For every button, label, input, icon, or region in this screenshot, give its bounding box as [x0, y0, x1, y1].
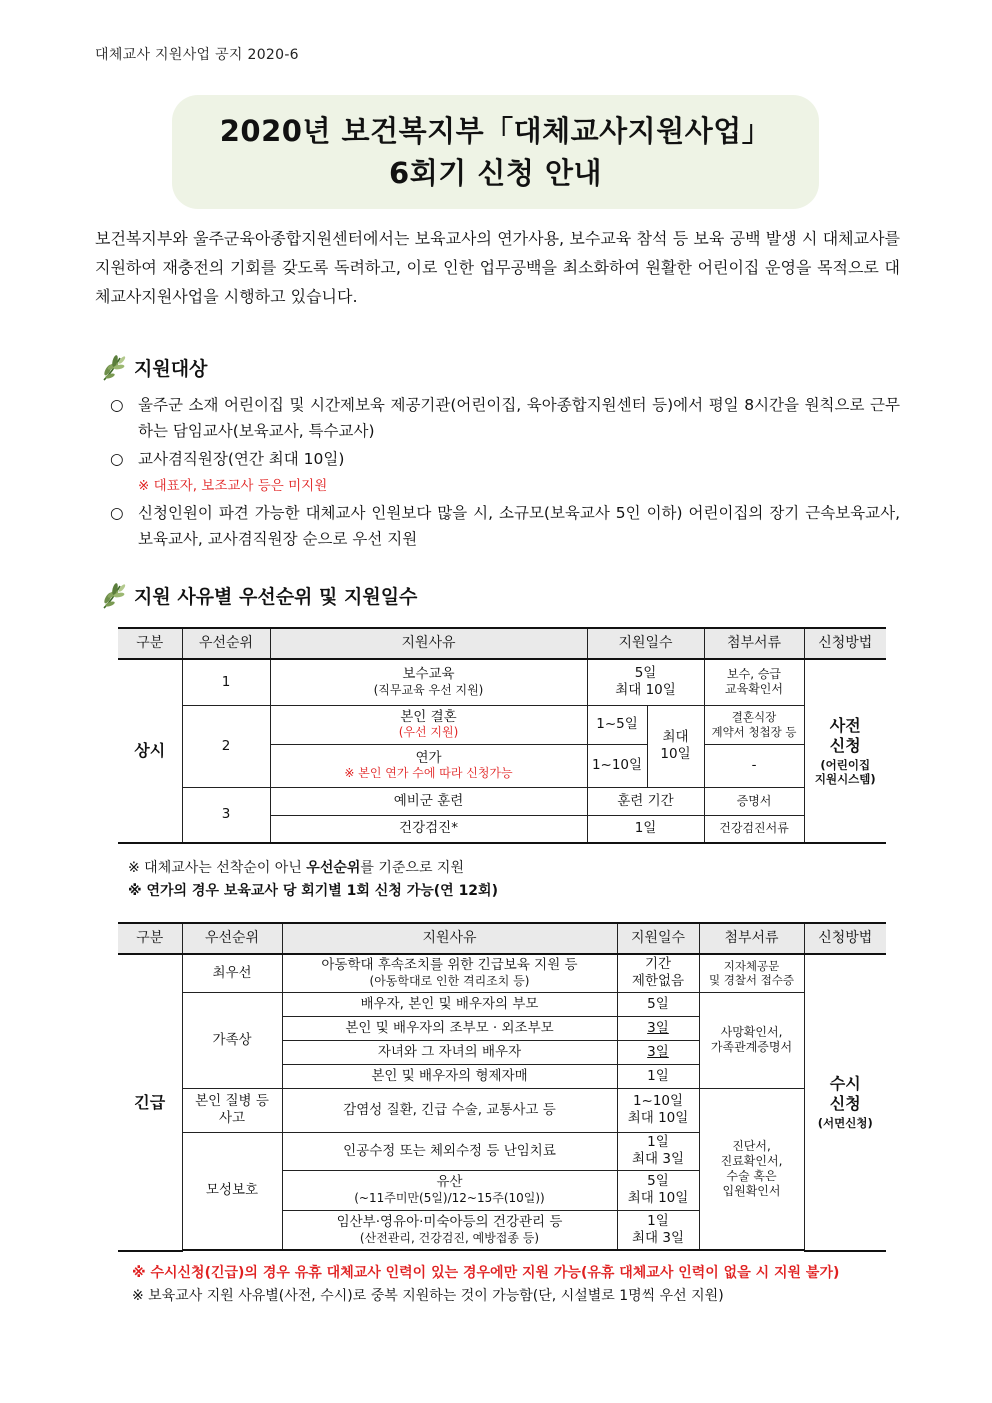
reason-sub: (직무교육 우선 지원): [373, 683, 484, 698]
reason-cell: 본인 및 배우자의 조부모 · 외조부모: [282, 1016, 617, 1040]
note-prefix: ※ 대체교사는 선착순이 아닌: [128, 860, 307, 876]
header-cell: 첨부서류: [699, 923, 804, 954]
red-note: ※ 대표자, 보조교사 등은 미지원: [138, 478, 328, 494]
method-sub: (어린이집 지원시스템): [814, 757, 876, 786]
category-cell: 상시: [118, 659, 182, 843]
eligibility-list: [110, 392, 900, 552]
list-item: [110, 392, 900, 444]
days-cell: 5일: [617, 992, 699, 1016]
section-title: 지원 사유별 우선순위 및 지원일수: [134, 585, 418, 608]
list-item: [110, 446, 900, 472]
document-code: 대체교사 지원사업 공지 2020-6: [95, 47, 299, 63]
leaf-sprig-icon: [98, 578, 132, 612]
reason-sub: (~11주미만(5일)/12~15주(10일)): [354, 1190, 545, 1205]
method-cell: [804, 954, 886, 1251]
reason-cell: [282, 1210, 617, 1250]
reason-cell: 배우자, 본인 및 배우자의 부모: [282, 992, 617, 1016]
reason-sub: ※ 본인 연가 수에 따라 신청가능: [344, 766, 513, 781]
method-main: 사전 신청: [829, 715, 861, 755]
section-heading-priority: [98, 578, 417, 612]
intro-paragraph: 보건복지부와 울주군육아종합지원센터에서는 보육교사의 연가사용, 보수교육 참석 등 보육 공백 발생 시 대체교사를 지원하여 재충전의 기회를 갖도록 독려하고, 이로 인한 업무공백을 최소화하여 원활한 어린이집 운영을 목적으로 대체교사지원사업을 시행하고 있습니다.: [95, 229, 900, 306]
method-sub: (서면신청): [817, 1116, 873, 1131]
header-cell: 첨부서류: [704, 628, 804, 659]
note-bold: 우선순위: [306, 860, 361, 876]
reason-text: 임산부·영유아·미숙아등의 건강관리 등: [336, 1213, 563, 1230]
docs-cell: 결혼식장 계약서 청첩장 등: [704, 705, 804, 744]
days-cell: 훈련 기간: [587, 787, 704, 815]
rank-cell: 본인 질병 등 사고: [182, 1088, 282, 1132]
days-text: 3일: [647, 1019, 669, 1036]
note-line: [128, 857, 498, 880]
list-item-text: 교사겸직원장(연간 최대 10일): [138, 450, 345, 468]
days-cell: 1~10일: [587, 744, 647, 787]
header-cell: 구분: [118, 628, 182, 659]
table-header-row: [118, 923, 886, 954]
days-cell: 1일 최대 3일: [617, 1132, 699, 1170]
docs-cell: 보수, 승급 교육확인서: [704, 659, 804, 705]
rank-cell: 3: [182, 787, 270, 843]
regular-support-table: [118, 627, 886, 844]
rank-cell: 최우선: [182, 954, 282, 992]
header-cell: 신청방법: [804, 923, 886, 954]
docs-cell: 사망확인서, 가족관계증명서: [699, 992, 804, 1088]
table2-notes: [132, 1262, 839, 1308]
header-cell: 구분: [118, 923, 182, 954]
table-row: [118, 705, 886, 744]
table-header-row: [118, 628, 886, 659]
docs-cell: 진단서, 진료확인서, 수술 혹은 입원확인서: [699, 1088, 804, 1250]
bullet-circle: ○: [110, 396, 124, 414]
max-days-cell: 최대 10일: [647, 705, 704, 787]
header-cell: 신청방법: [804, 628, 886, 659]
reason-cell: 건강검진*: [270, 815, 587, 843]
days-cell: 1~10일 최대 10일: [617, 1088, 699, 1132]
reason-text: 연가: [415, 749, 442, 766]
header-cell: 우선순위: [182, 628, 270, 659]
days-cell: 1~5일: [587, 705, 647, 744]
list-item-text: 울주군 소재 어린이집 및 시간제보육 제공기관(어린이집, 육아종합지원센터 등)에서 평일 8시간을 원칙으로 근무하는 담임교사(보육교사, 특수교사): [138, 396, 900, 440]
header-cell: 우선순위: [182, 923, 282, 954]
reason-cell: 자녀와 그 자녀의 배우자: [282, 1040, 617, 1064]
note-line: ※ 수시신청(긴급)의 경우 유휴 대체교사 인력이 있는 경우에만 지원 가능(유휴 대체교사 인력이 없을 시 지원 불가): [132, 1265, 840, 1281]
header-cell: 지원사유: [270, 628, 587, 659]
section-heading-target: [98, 350, 207, 384]
reason-sub: (아동학대로 인한 격리조치 등): [369, 974, 530, 989]
days-cell: [617, 1016, 699, 1040]
bullet-circle: ○: [110, 450, 124, 468]
days-cell: [617, 1040, 699, 1064]
days-cell: 1일: [617, 1064, 699, 1088]
days-cell: 기간 제한없음: [617, 954, 699, 992]
rank-cell: 가족상: [182, 992, 282, 1088]
table-row: [118, 787, 886, 815]
reason-cell: [270, 705, 587, 744]
docs-cell: 지자체공문 및 경찰서 접수증: [699, 954, 804, 992]
header-cell: 지원사유: [282, 923, 617, 954]
reason-cell: [270, 744, 587, 787]
note-line: ※ 연가의 경우 보육교사 당 회기별 1회 신청 가능(연 12회): [128, 883, 498, 899]
category-cell: 긴급: [118, 954, 182, 1251]
urgent-support-table: [118, 922, 886, 1252]
list-item: [110, 500, 900, 552]
reason-sub: (우선 지원): [398, 725, 459, 740]
reason-cell: 인공수정 또는 체외수정 등 난임치료: [282, 1132, 617, 1170]
header-cell: 지원일수: [587, 628, 704, 659]
days-cell: 1일 최대 3일: [617, 1210, 699, 1250]
method-cell: [804, 659, 886, 843]
bullet-circle: ○: [110, 504, 124, 522]
days-cell: 1일: [587, 815, 704, 843]
reason-text: 아동학대 후속조치를 위한 긴급보육 지원 등: [321, 957, 578, 974]
list-item-text: 신청인원이 파견 가능한 대체교사 인원보다 많을 시, 소규모(보육교사 5인 이하) 어린이집의 장기 근속보육교사, 보육교사, 교사겸직원장 순으로 우선 지원: [138, 504, 900, 548]
reason-cell: 예비군 훈련: [270, 787, 587, 815]
leaf-sprig-icon: [98, 350, 132, 384]
title-line-2: 6회기 신청 안내: [389, 156, 602, 190]
section-title: 지원대상: [134, 357, 208, 380]
title-line-1: 2020년 보건복지부「대체교사지원사업」: [219, 113, 772, 148]
reason-text: 보수교육: [402, 666, 455, 683]
note-suffix: 를 기준으로 지원: [360, 860, 464, 876]
reason-text: 본인 결혼: [400, 708, 457, 725]
rank-cell: 모성보호: [182, 1132, 282, 1250]
table-row: [118, 659, 886, 705]
days-text: 3일: [647, 1043, 669, 1060]
table-row: [118, 1088, 886, 1132]
reason-cell: [282, 954, 617, 992]
table-row: [118, 954, 886, 992]
reason-text: 유산: [436, 1174, 463, 1191]
docs-cell: 건강검진서류: [704, 815, 804, 843]
reason-cell: 감염성 질환, 긴급 수술, 교통사고 등: [282, 1088, 617, 1132]
rank-cell: 2: [182, 705, 270, 787]
reason-cell: 본인 및 배우자의 형제자매: [282, 1064, 617, 1088]
days-cell: 5일 최대 10일: [587, 659, 704, 705]
reason-cell: [270, 659, 587, 705]
docs-cell: -: [704, 744, 804, 787]
method-main: 수시 신청: [829, 1074, 861, 1114]
reason-cell: [282, 1170, 617, 1210]
note-line: ※ 보육교사 지원 사유별(사전, 수시)로 중복 지원하는 것이 가능함(단, 시설별로 1명씩 우선 지원): [132, 1288, 724, 1304]
table1-notes: [128, 857, 498, 903]
docs-cell: 증명서: [704, 787, 804, 815]
table-row: [118, 992, 886, 1016]
days-cell: 5일 최대 10일: [617, 1170, 699, 1210]
reason-sub: (산전관리, 건강검진, 예방접종 등): [359, 1230, 540, 1245]
title-box: [172, 95, 819, 209]
header-cell: 지원일수: [617, 923, 699, 954]
rank-cell: 1: [182, 659, 270, 705]
